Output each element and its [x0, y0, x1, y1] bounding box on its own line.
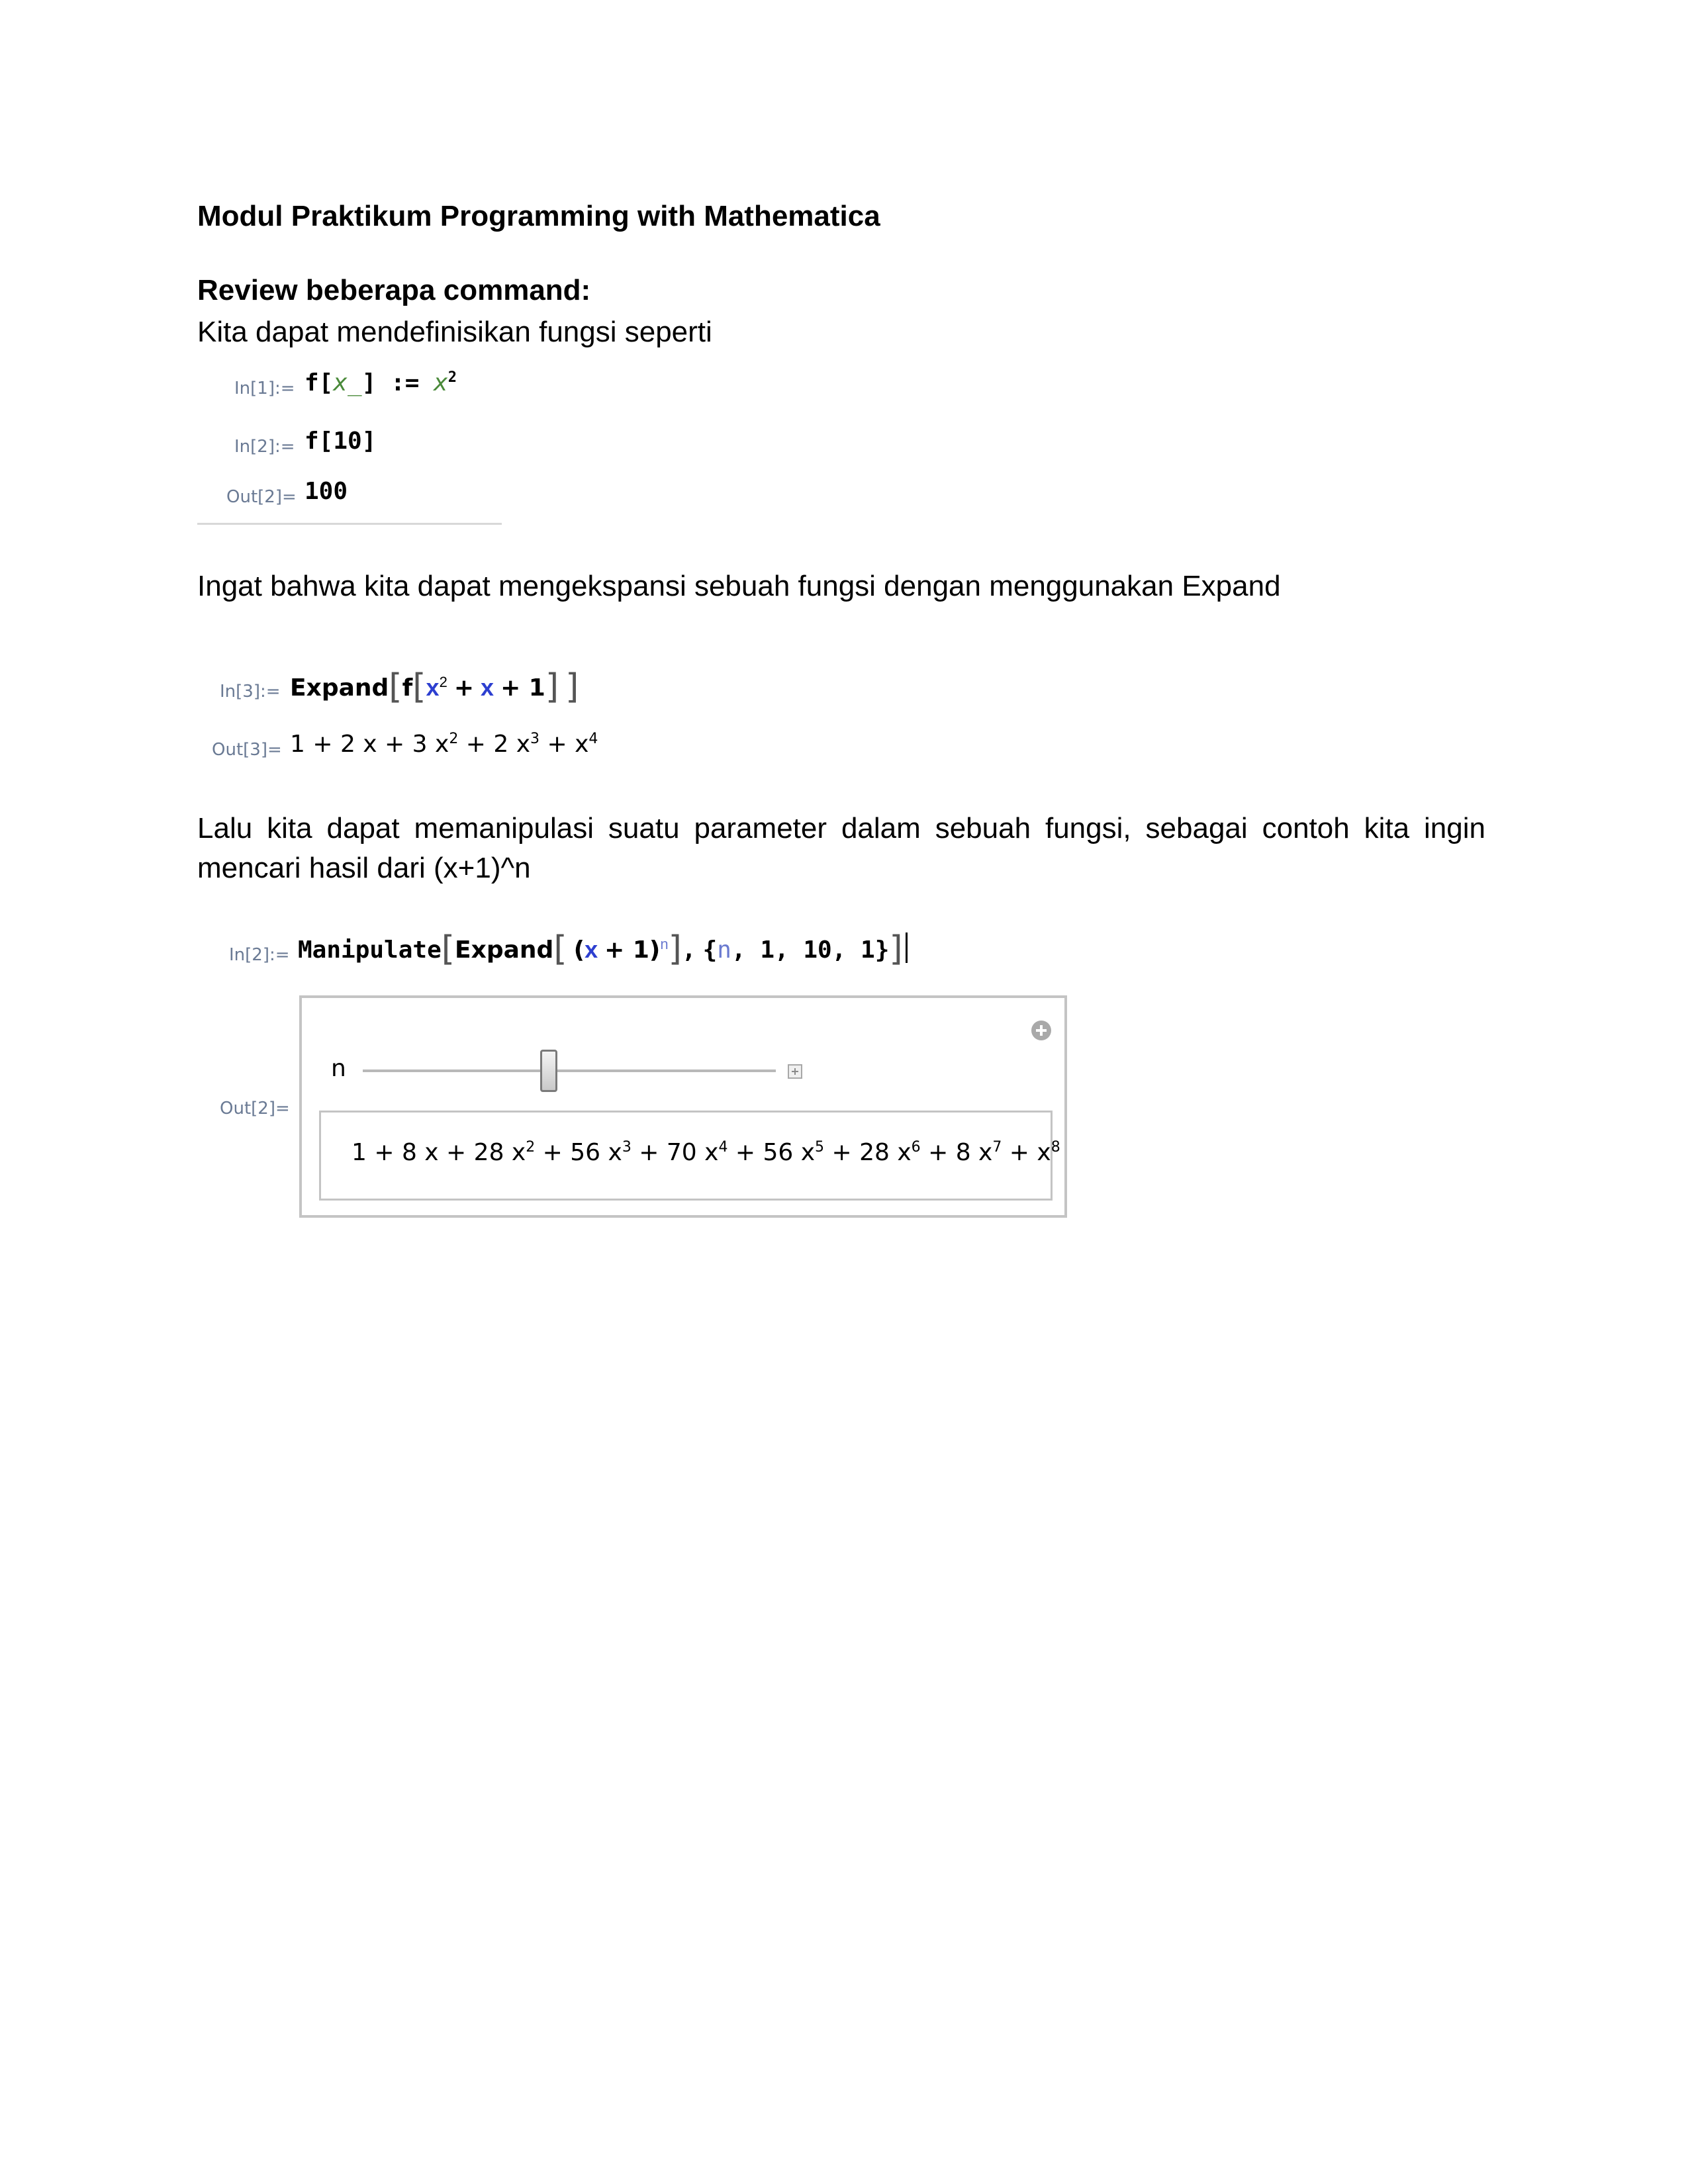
result-box [319, 1111, 1060, 1201]
paragraph-manipulate [197, 809, 1485, 888]
in-manipulate-label: In[2]:= [229, 945, 290, 965]
bracket-open-icon: [ [553, 929, 567, 969]
paragraph-expand: Ingat bahwa kita dapat mengekspansi sebuah fungsi dengan menggunakan Expand [197, 570, 1281, 602]
bracket-close-icon: ] [565, 667, 579, 707]
out3-term: 1 + 2 x + 3 x [290, 731, 449, 758]
result-term: + 28 x [824, 1139, 912, 1166]
paren-open: ( [573, 936, 585, 964]
paragraph-define-function: Kita dapat mendefinisikan fungsi seperti [197, 316, 712, 348]
bracket-close-icon: ] [668, 929, 682, 969]
notebook-snippet-definition [197, 351, 502, 527]
out3-exponent: 2 [449, 731, 459, 747]
bracket-open-icon: [ [441, 929, 455, 969]
manipulate-n-exponent: n [660, 936, 669, 952]
out2-value: 100 [305, 478, 348, 505]
slider-expand-icon[interactable] [788, 1064, 802, 1079]
in3-expand: Expand [290, 674, 389, 702]
out3-exponent: 3 [530, 731, 540, 747]
manipulate-comma: , [681, 936, 696, 964]
out2-label: Out[2]= [226, 487, 297, 507]
result-exponent: 4 [718, 1139, 728, 1156]
in1-exponent: 2 [447, 369, 457, 386]
result-term: + 70 x [631, 1139, 719, 1166]
out3-result [290, 731, 598, 758]
out-manipulate-label: Out[2]= [220, 1099, 290, 1118]
result-term: 1 + 8 x + 28 x [352, 1139, 526, 1166]
manipulate-result [352, 1139, 1060, 1166]
in3-plus: + [453, 674, 475, 702]
manipulate-plus-one: + 1) [604, 936, 661, 964]
snippet-divider [197, 523, 502, 525]
paragraph-manipulate-line2: mencari hasil dari (x+1)^n [197, 852, 531, 884]
result-term: + x [1002, 1139, 1051, 1166]
bracket-close-icon: ] [545, 667, 559, 707]
result-exponent: 8 [1051, 1139, 1060, 1156]
in1-assign: ] := [361, 369, 420, 396]
in3-f: f [402, 674, 413, 702]
bracket-open-icon: [ [412, 667, 426, 707]
manipulate-range: , 1, 10, 1} [731, 936, 890, 964]
document-title: Modul Praktikum Programming with Mathematica [197, 200, 880, 232]
manipulate-n-var: n [717, 936, 731, 964]
in3-tail: + 1 [500, 674, 545, 702]
in3-x: x [426, 674, 440, 701]
out3-term: + x [539, 731, 589, 758]
expand-keyword: Expand [455, 936, 554, 964]
result-exponent: 7 [992, 1139, 1002, 1156]
result-term: + 56 x [727, 1139, 816, 1166]
notebook-snippet-expand [197, 662, 598, 768]
in3-code [290, 667, 579, 707]
brace-open: { [702, 936, 718, 964]
result-term: + 56 x [535, 1139, 622, 1166]
out3-label: Out[3]= [212, 740, 282, 760]
manipulate-keyword: Manipulate [298, 936, 442, 964]
section-heading: Review beberapa command: [197, 274, 591, 306]
result-exponent: 5 [815, 1139, 825, 1156]
bracket-close-icon: ] [889, 929, 903, 969]
n-slider[interactable] [363, 1069, 776, 1072]
out3-term: + 2 x [458, 731, 531, 758]
in1-pattern: x_ [333, 369, 362, 396]
result-exponent: 2 [526, 1139, 536, 1156]
in2-label: In[2]:= [234, 437, 295, 457]
bracket-open-icon: [ [389, 667, 402, 707]
in3-exponent: 2 [439, 674, 447, 690]
in1-x: x [434, 369, 448, 396]
paragraph-manipulate-line1: Lalu kita dapat memanipulasi suatu parameter dalam sebuah fungsi, sebagai contoh kita ingin [197, 812, 1485, 844]
result-exponent: 6 [911, 1139, 921, 1156]
slider-label: n [331, 1055, 346, 1082]
result-exponent: 3 [622, 1139, 632, 1156]
in1-label: In[1]:= [234, 379, 295, 398]
in3-label: In[3]:= [220, 682, 281, 702]
in1-code [305, 369, 457, 396]
options-plus-icon[interactable] [1031, 1021, 1051, 1040]
manipulate-x: x [585, 936, 598, 963]
in3-x-linear: x [481, 674, 494, 701]
result-term: + 8 x [920, 1139, 993, 1166]
manipulate-input [298, 929, 908, 969]
manipulate-panel [299, 995, 1067, 1218]
out3-exponent: 4 [588, 731, 598, 747]
text-cursor [906, 933, 908, 963]
in2-code: f[10] [305, 428, 377, 455]
slider-thumb[interactable] [540, 1050, 557, 1092]
in1-f: f[ [305, 369, 334, 396]
